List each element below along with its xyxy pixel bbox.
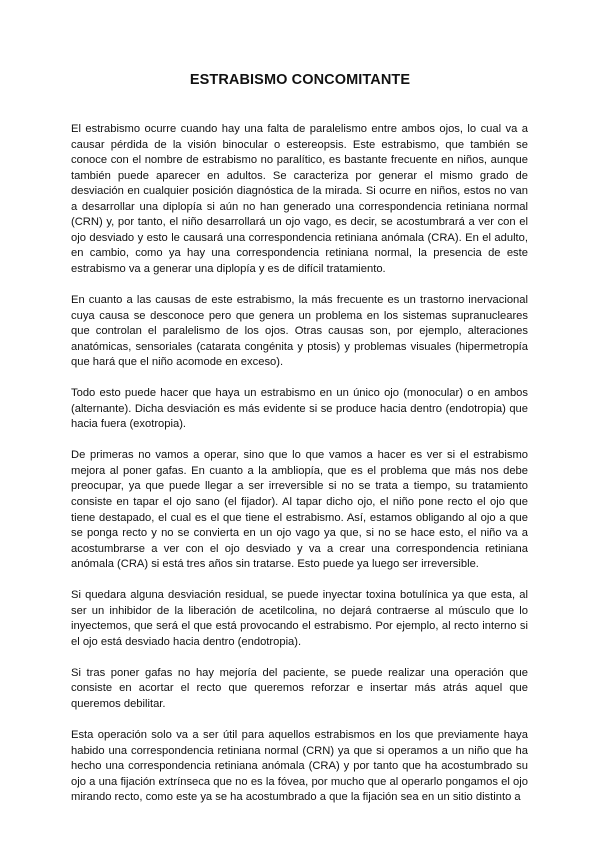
paragraph: Esta operación solo va a ser útil para aquellos estrabismos en los que previamente haya habido una correspondencia retiniana normal (CRN) ya que si operamos a un niño que ha hecho una correspondencia retiniana anómala (CRA) y por tanto que ha acostumbrado su ojo a una fijación extrínseca que no es la fóvea, por mucho que al operarlo pongamos el ojo mirando recto, como este ya se ha acostumbrado a que la fijación sea en un sitio distinto a [71, 729, 528, 804]
paragraph: Si quedara alguna desviación residual, se puede inyectar toxina botulínica ya que esta, al ser un inhibidor de la liberación de acetilcolina, no dejará contraerse al músculo que lo inyectemos, que será el que está provocando el estrabismo. Por ejemplo, al recto interno si el ojo está desviado hacia dentro (endotropia). [71, 589, 528, 648]
paragraph: Si tras poner gafas no hay mejoría del paciente, se puede realizar una operación que consiste en acortar el recto que queremos reforzar e insertar más atrás aquel que queremos debilitar. [71, 666, 528, 710]
page-title: ESTRABISMO CONCOMITANTE [189, 72, 411, 88]
paragraph: Todo esto puede hacer que haya un estrabismo en un único ojo (monocular) o en ambos (alternante). Dicha desviación es más evidente si se produce hacia dentro (endotropia) que hacia fuera (exotropia). [71, 387, 528, 431]
paragraph: El estrabismo ocurre cuando hay una falta de paralelismo entre ambos ojos, lo cual va a causar pérdida de la visión binocular o estereopsis. Este estrabismo, que también se conoce con el nombre de estrabismo no paralítico, es bastante frecuente en niños, aunque también puede aparecer en adultos. Se caracteriza por generar el mismo grado de desviación en cualquier posición diagnóstica de la mirada. Si ocurre en niños, estos no van a desarrollar una diplopía si aún no han generado una correspondencia retiniana normal (CRN) y, por tanto, el niño desarrollará un ojo vago, es decir, se acostumbrará a ver con el ojo desviado y esto le causará una correspondencia retiniana anómala (CRA). En el adulto, en cambio, como ya hay una correspondencia retiniana normal, la presencia de este estrabismo va a generar una diplopía y es de difícil tratamiento. [71, 123, 528, 275]
paragraph: En cuanto a las causas de este estrabismo, la más frecuente es un trastorno inervacional cuya causa se desconoce pero que genera un problema en los sistemas supranucleares que controlan el paralelismo de los ojos. Otras causas son, por ejemplo, alteraciones anatómicas, sensoriales (catarata congénita y ptosis) y problemas visuales (hipermetropía que hará que el niño acomode en exceso). [71, 293, 528, 369]
document-body [71, 122, 528, 821]
paragraph: De primeras no vamos a operar, sino que lo que vamos a hacer es ver si el estrabismo mejora al poner gafas. En cuanto a la ambliopía, que es el problema que más nos debe preocupar, ya que puede llegar a ser irreversible si no se trata a tiempo, su tratamiento consiste en tapar el ojo sano (el fijador). Al tapar dicho ojo, el niño pone recto el ojo que tiene destapado, el cual es el que tiene el estrabismo. Así, estamos obligando al ojo a que se ponga recto y no se convierta en un ojo vago ya que, si no se hace esto, el niño va a acostumbrarse a ver con el ojo desviado y va a crear una correspondencia retiniana anómala (CRA) si está tres años sin tratarse. Esto puede ya luego ser irreversible. [71, 449, 528, 571]
